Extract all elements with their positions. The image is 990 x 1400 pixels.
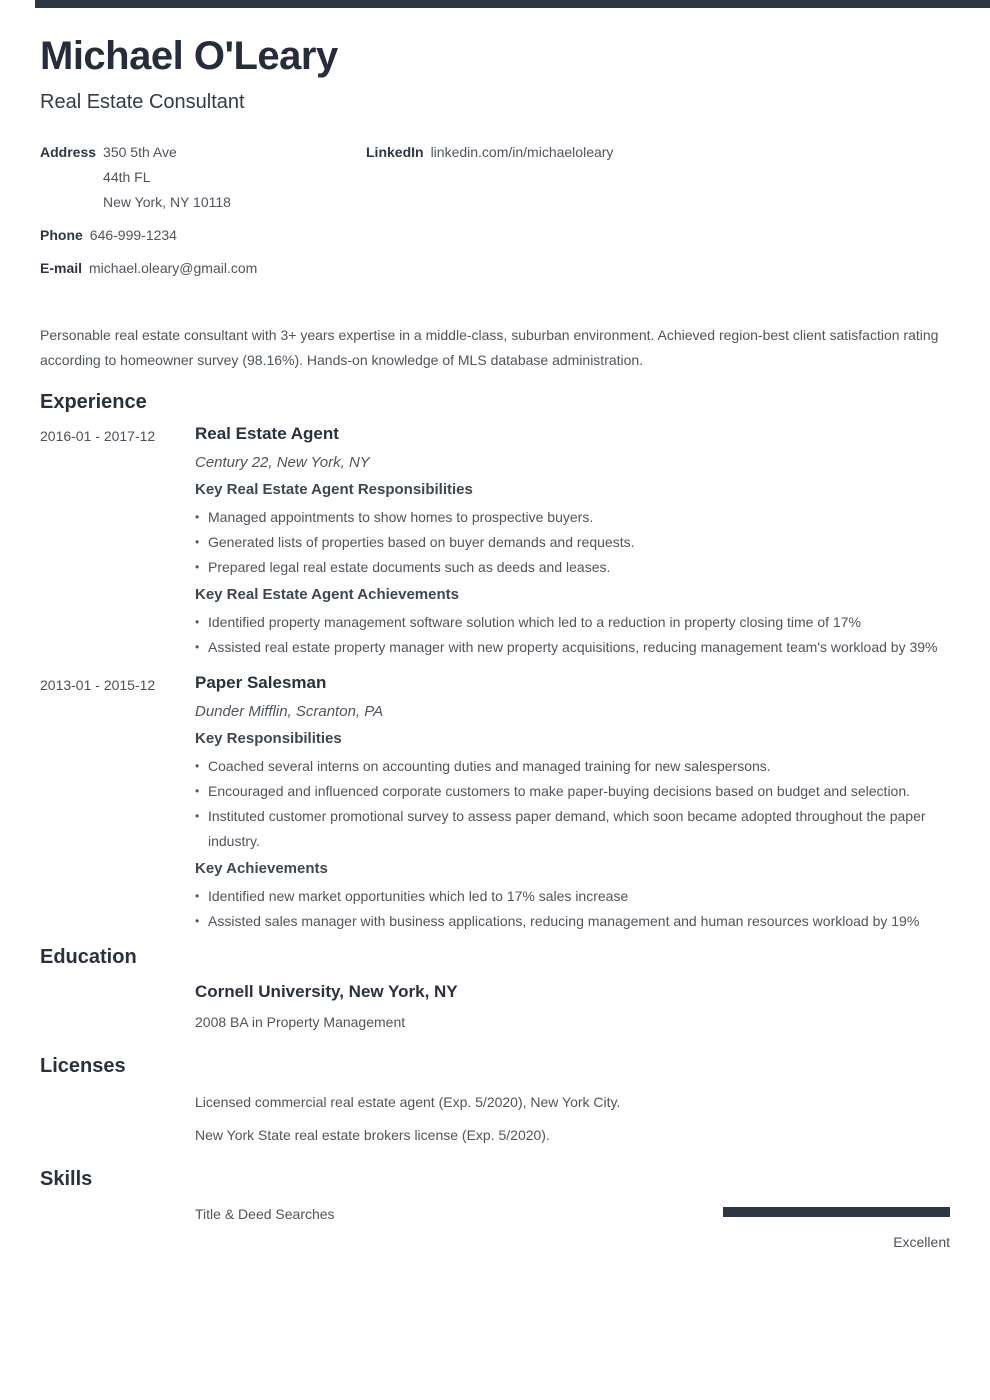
contact-email-row <box>40 256 366 281</box>
bullet-item: • Identified property management software solution which led to a reduction in property closing time of 17% <box>195 610 940 635</box>
experience-1-company: Century 22, New York, NY <box>195 454 370 471</box>
experience-1-dates: 2016-01 - 2017-12 <box>40 428 156 444</box>
experience-entry-2 <box>40 672 950 934</box>
experience-2-achievements-list <box>195 884 940 934</box>
experience-1-achievements-heading: Key Real Estate Agent Achievements <box>195 586 459 603</box>
address-label: Address <box>40 144 97 160</box>
education-heading: Education <box>40 946 137 968</box>
bullet-item: • Managed appointments to show homes to prospective buyers. <box>195 505 940 530</box>
bullet-item: • Assisted sales manager with business applications, reducing management and human resources workload by 19% <box>195 909 940 934</box>
bullet-item: • Assisted real estate property manager with new property acquisitions, reducing management team's workload by 39% <box>195 635 940 660</box>
experience-2-responsibilities-heading: Key Responsibilities <box>195 730 342 747</box>
experience-2-achievements-heading: Key Achievements <box>195 860 328 877</box>
experience-2-title: Paper Salesman <box>195 673 327 692</box>
contact-right-column <box>366 140 950 289</box>
address-value <box>103 140 231 215</box>
phone-value: 646-999-1234 <box>89 227 177 243</box>
experience-1-achievements-list <box>195 610 940 660</box>
bullet-item: • Identified new market opportunities which led to 17% sales increase <box>195 884 940 909</box>
skills-content <box>195 1205 950 1251</box>
experience-1-responsibilities-heading: Key Real Estate Agent Responsibilities <box>195 481 473 498</box>
skill-name: Title & Deed Searches <box>195 1206 335 1222</box>
contact-left-column <box>40 140 366 289</box>
experience-heading: Experience <box>40 391 147 413</box>
experience-2-content <box>195 672 950 934</box>
contact-linkedin-row <box>366 140 950 165</box>
address-line-2: 44th FL <box>103 169 151 185</box>
address-line-1: 350 5th Ave <box>103 144 177 160</box>
skill-level-bar <box>723 1207 950 1217</box>
skills-heading: Skills <box>40 1168 93 1190</box>
person-name: Michael O'Leary <box>40 34 338 78</box>
person-job-title: Real Estate Consultant <box>40 91 245 113</box>
experience-1-content <box>195 423 950 660</box>
bullet-item: • Coached several interns on accounting duties and managed training for new salespersons. <box>195 754 940 779</box>
education-school: Cornell University, New York, NY <box>195 982 458 1001</box>
experience-2-company: Dunder Mifflin, Scranton, PA <box>195 703 384 720</box>
summary-text: Personable real estate consultant with 3+ years expertise in a middle-class, suburban environment. Achieved region-best client satisfaction rating according to homeowner survey (98.16%). Hands-on knowledge of MLS database administration. <box>40 327 939 368</box>
license-item: New York State real estate brokers license (Exp. 5/2020). <box>195 1127 550 1143</box>
phone-label: Phone <box>40 227 83 243</box>
license-item: Licensed commercial real estate agent (Exp. 5/2020), New York City. <box>195 1094 621 1110</box>
licenses-content <box>195 1093 950 1144</box>
experience-1-responsibilities-list <box>195 505 940 580</box>
skill-level-label: Excellent <box>893 1234 950 1250</box>
resume-page <box>40 0 950 1251</box>
bullet-item: • Prepared legal real estate documents such as deeds and leases. <box>195 555 940 580</box>
bullet-item: • Encouraged and influenced corporate customers to make paper-buying decisions based on budget and selection. <box>195 779 940 804</box>
experience-2-responsibilities-list <box>195 754 940 854</box>
linkedin-label: LinkedIn <box>366 144 424 160</box>
skill-level-bar-fill <box>723 1207 950 1217</box>
experience-2-dates: 2013-01 - 2015-12 <box>40 677 156 693</box>
address-line-3: New York, NY 10118 <box>103 194 231 210</box>
education-degree: 2008 BA in Property Management <box>195 1014 406 1030</box>
skill-row <box>195 1205 950 1223</box>
experience-1-title: Real Estate Agent <box>195 424 339 443</box>
bullet-item: • Instituted customer promotional survey to assess paper demand, which soon became adopted throughout the paper industry. <box>195 804 940 854</box>
experience-entry-1 <box>40 423 950 660</box>
education-content <box>195 982 950 1031</box>
contact-address-row <box>40 140 366 215</box>
contact-phone-row <box>40 223 366 248</box>
email-label: E-mail <box>40 260 83 276</box>
contact-section <box>40 140 950 289</box>
linkedin-value: linkedin.com/in/michaeloleary <box>430 144 614 160</box>
email-value: michael.oleary@gmail.com <box>89 260 258 276</box>
bullet-item: • Generated lists of properties based on buyer demands and requests. <box>195 530 940 555</box>
licenses-heading: Licenses <box>40 1055 126 1077</box>
